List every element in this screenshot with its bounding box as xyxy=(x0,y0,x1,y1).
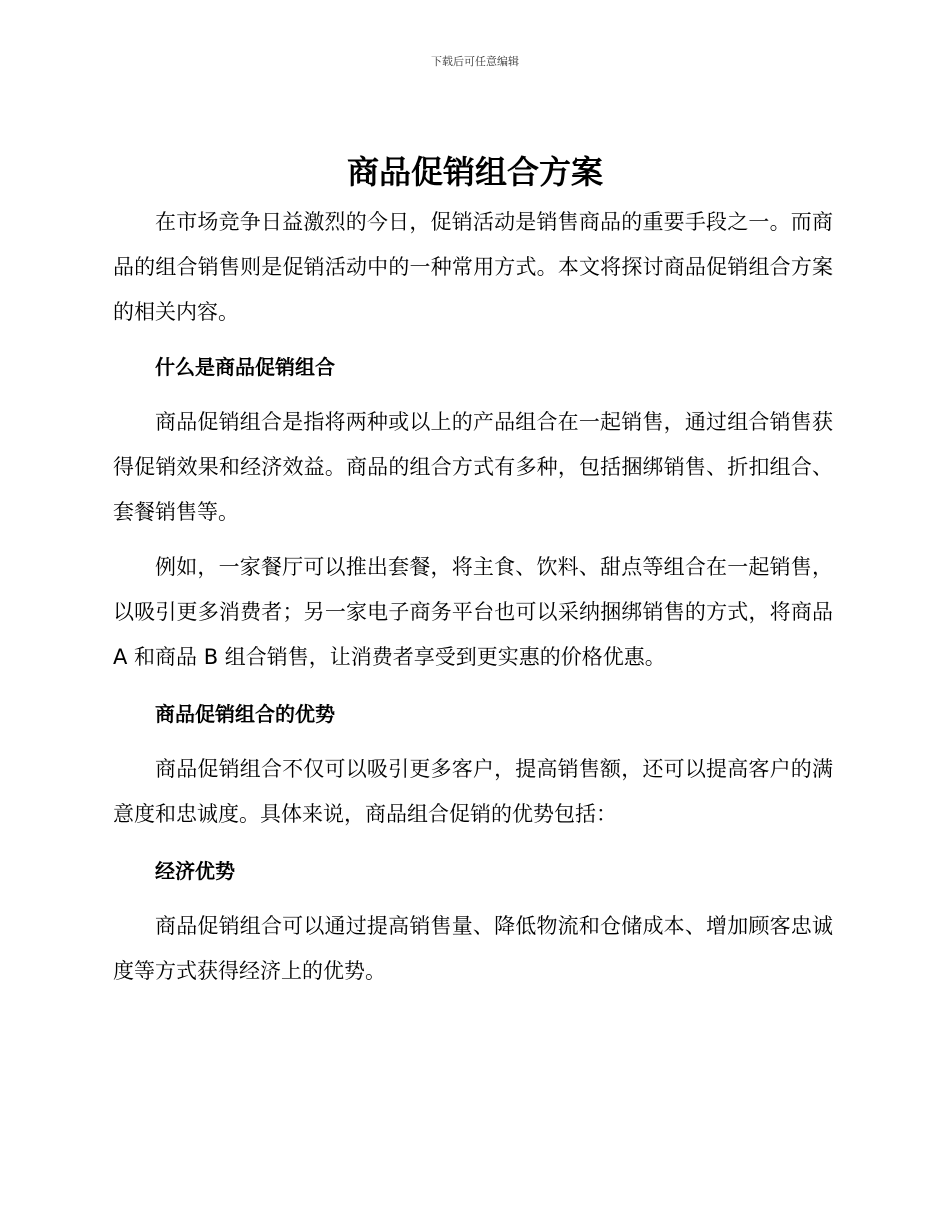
spacer xyxy=(113,837,833,849)
section-heading-what-is: 什么是商品促销组合 xyxy=(155,355,335,379)
spacer xyxy=(113,680,833,692)
intro-paragraph: 在市场竞争日益激烈的今日，促销活动是销售商品的重要手段之一。而商品的组合销售则是促销活动中的一种常用方式。本文将探讨商品促销组合方案的相关内容。 xyxy=(113,210,833,324)
document-body xyxy=(113,200,833,994)
spacer xyxy=(113,390,833,400)
section2-paragraph-1: 商品促销组合不仅可以吸引更多客户，提高销售额，还可以提高客户的满意度和忠诚度。具体来说，商品组合促销的优势包括： xyxy=(113,757,833,826)
section-heading-economic: 经济优势 xyxy=(155,859,235,883)
spacer xyxy=(113,535,833,545)
section1-paragraph-1: 商品促销组合是指将两种或以上的产品组合在一起销售，通过组合销售获得促销效果和经济效益。商品的组合方式有多种，包括捆绑销售、折扣组合、套餐销售等。 xyxy=(113,410,833,524)
spacer xyxy=(113,335,833,345)
document-title: 商品促销组合方案 xyxy=(346,153,603,191)
spacer xyxy=(113,894,833,904)
spacer xyxy=(113,737,833,747)
section-heading-advantages: 商品促销组合的优势 xyxy=(155,702,335,726)
section1-paragraph-2: 例如，一家餐厅可以推出套餐，将主食、饮料、甜点等组合在一起销售，以吸引更多消费者；另一家电子商务平台也可以采纳捆绑销售的方式，将商品 A 和商品 B 组合销售，让消费者享受到更实惠的价格优惠。 xyxy=(113,555,833,669)
header-note: 下载后可任意编辑 xyxy=(431,55,519,68)
section3-paragraph-1: 商品促销组合可以通过提高销售量、降低物流和仓储成本、增加顾客忠诚度等方式获得经济上的优势。 xyxy=(113,914,833,983)
